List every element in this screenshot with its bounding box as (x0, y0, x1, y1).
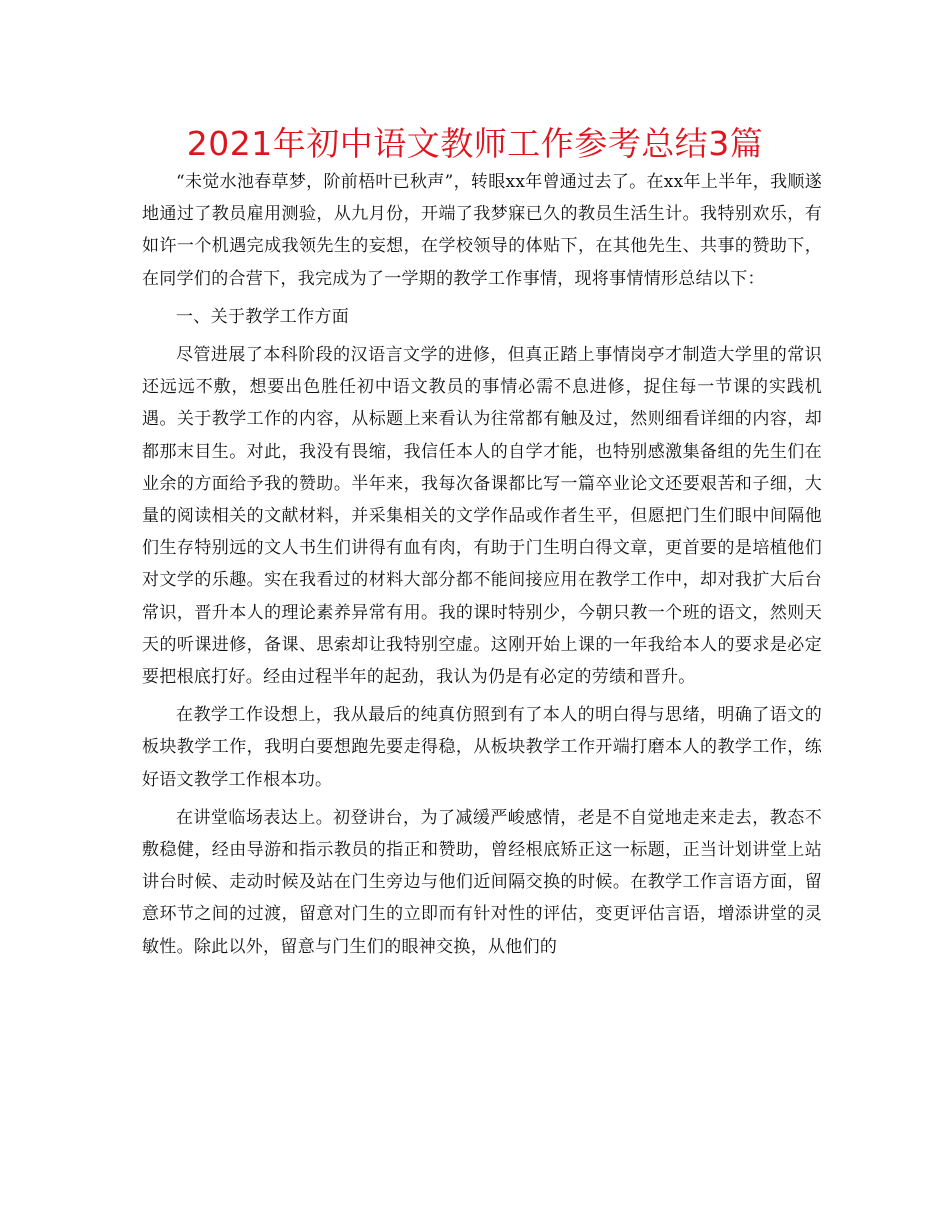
paragraph-intro: “未觉水池春草梦，阶前梧叶已秋声”，转眼xx年曾通过去了。在xx年上半年，我顺遂地通过了教员雇用测验，从九月份，开端了我梦寐已久的教员生活生计。我特别欢乐，有如许一个机遇完成我领先生的妄想，在学校领导的体贴下，在其他先生、共事的赞助下，在同学们的合营下，我完成为了一学期的教学工作事情，现将事情情形总结以下： (142, 172, 822, 289)
section-heading-teaching: 一、关于教学工作方面 (176, 306, 349, 327)
paragraph-classroom: 在讲堂临场表达上。初登讲台，为了减缓严峻感情，老是不自觉地走来走去，教态不敷稳健，经由导游和指示教员的指正和赞助，曾经根底矫正这一标题，正当计划讲堂上站讲台时候、走动时候及站在门生旁边与他们近间隔交换的时候。在教学工作言语方面，留意环节之间的过渡，留意对门生的立即而有针对性的评估，变更评估言语，增添讲堂的灵敏性。除此以外，留意与门生们的眼神交换，从他们的 (142, 807, 822, 957)
document-body (142, 166, 822, 963)
paragraph-design: 在教学工作设想上，我从最后的纯真仿照到有了本人的明白得与思绪，明确了语文的板块教学工作，我明白要想跑先要走得稳，从板块教学工作开端打磨本人的教学工作，练好语文教学工作根本功。 (142, 705, 822, 790)
paragraph-study: 尽管进展了本科阶段的汉语言文学的进修，但真正踏上事情岗亭才制造大学里的常识还远远不敷，想要出色胜任初中语文教员的事情必需不息进修，捉住每一节课的实践机遇。关于教学工作的内容，从标题上来看认为往常都有触及过，然则细看详细的内容，却都那末目生。对此，我没有畏缩，我信任本人的自学才能，也特别感激集备组的先生们在业余的方面给予我的赞助。半年来，我每次备课都比写一篇卒业论文还要艰苦和子细，大量的阅读相关的文献材料，并采集相关的文学作品或作者生平，但愿把门生们眼中间隔他们生存特别远的文人书生们讲得有血有肉，有助于门生明白得文章，更首要的是培植他们对文学的乐趣。实在我看过的材料大部分都不能间接应用在教学工作中，却对我扩大后台常识，晋升本人的理论素养异常有用。我的课时特别少，今朝只教一个班的语文，然则天天的听课进修，备课、思索却让我特别空虚。这刚开始上课的一年我给本人的要求是必定要把根底打好。经由过程半年的起劲，我认为仍是有必定的劳绩和晋升。 (142, 345, 822, 688)
document-title: 2021年初中语文教师工作参考总结3篇 (186, 124, 764, 163)
